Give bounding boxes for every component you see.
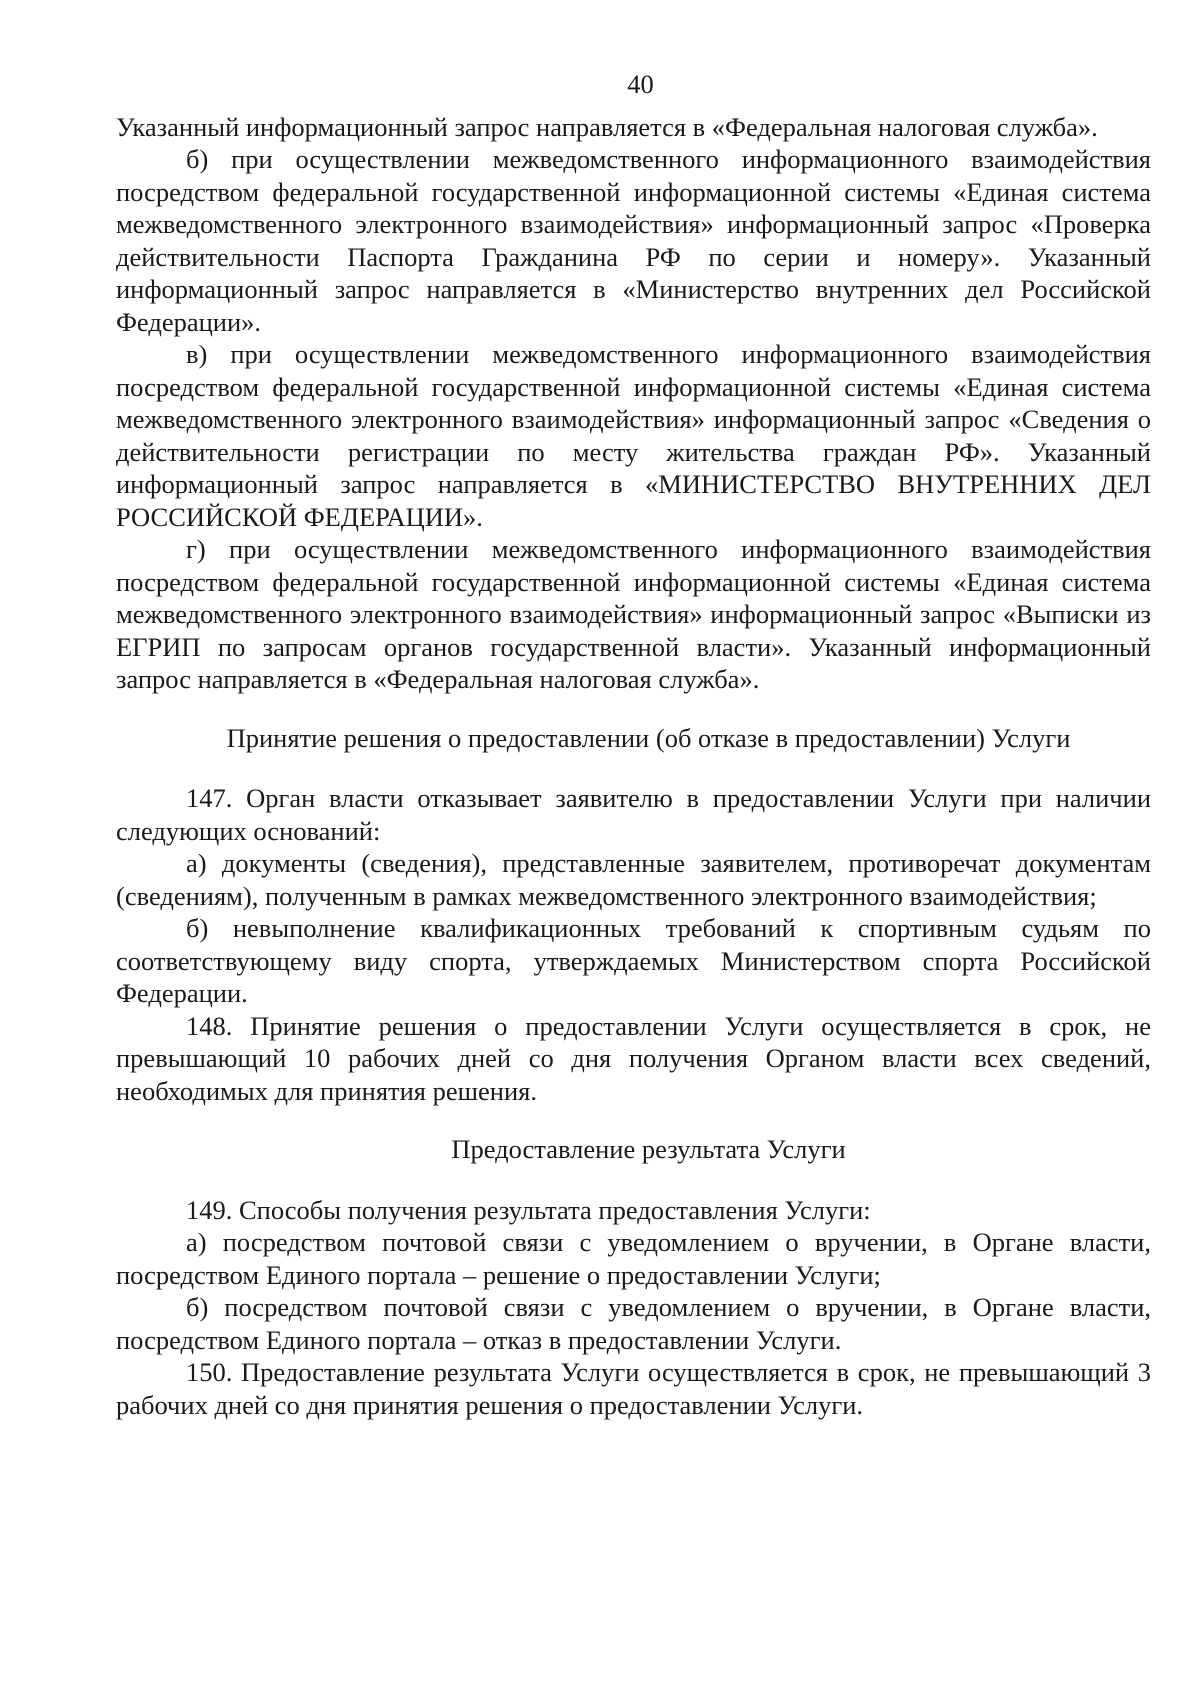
section-heading: Предоставление результата Услуги	[451, 1134, 846, 1164]
page-number: 40	[627, 69, 654, 99]
paragraph: Указанный информационный запрос направляется в «Федеральная налоговая служба».	[116, 111, 1098, 142]
paragraph: б) при осуществлении межведомственного информационного взаимодействия посредством федеральной государственной информационной системы «Единая система межведомственного электронного взаимодействия» информационный запрос «Проверка действительности Паспорта Гражданина РФ по серии и номеру». Указанный информационный запрос направляется в «Министерство внутренних дел Российской Федерации».	[116, 144, 1151, 337]
paragraph: г) при осуществлении межведомственного информационного взаимодействия посредством федеральной государственной информационной системы «Единая система межведомственного электронного взаимодействия» информационный запрос «Выписки из ЕГРИП по запросам органов государственной власти». Указанный информационный запрос направляется в «Федеральная налоговая служба».	[116, 534, 1151, 694]
section-top	[116, 111, 1151, 696]
paragraph: 150. Предоставление результата Услуги осуществляется в срок, не превышающий 3 рабочих дней со дня принятия решения о предоставлении Услуги.	[116, 1357, 1151, 1420]
section-decision	[116, 722, 1151, 1108]
section-result	[116, 1133, 1151, 1421]
paragraph: б) посредством почтовой связи с уведомлением о вручении, в Органе власти, посредством Единого портала – отказ в предоставлении Услуги.	[116, 1292, 1151, 1355]
paragraph: 149. Способы получения результата предоставления Услуги:	[186, 1194, 871, 1225]
document-page	[116, 68, 1151, 1421]
paragraph: 147. Орган власти отказывает заявителю в предоставлении Услуги при наличии следующих оснований:	[116, 783, 1151, 846]
paragraph: а) документы (сведения), представленные заявителем, противоречат документам (сведениям), полученным в рамках межведомственного электронного взаимодействия;	[116, 848, 1151, 911]
paragraph: в) при осуществлении межведомственного информационного взаимодействия посредством федеральной государственной информационной системы «Единая система межведомственного электронного взаимодействия» информационный запрос «Сведения о действительности регистрации по месту жительства граждан РФ». Указанный информационный запрос направляется в «МИНИСТЕРСТВО ВНУТРЕННИХ ДЕЛ РОССИЙСКОЙ ФЕДЕРАЦИИ».	[116, 339, 1151, 532]
paragraph: 148. Принятие решения о предоставлении Услуги осуществляется в срок, не превышающий 10 рабочих дней со дня получения Органом власти всех сведений, необходимых для принятия решения.	[116, 1010, 1151, 1106]
section-heading: Принятие решения о предоставлении (об отказе в предоставлении) Услуги	[226, 722, 1071, 753]
paragraph: а) посредством почтовой связи с уведомлением о вручении, в Органе власти, посредством Единого портала – решение о предоставлении Услуги;	[116, 1227, 1151, 1290]
paragraph: б) невыполнение квалификационных требований к спортивным судьям по соответствующему виду спорта, утверждаемых Министерством спорта Российской Федерации.	[116, 913, 1151, 1008]
